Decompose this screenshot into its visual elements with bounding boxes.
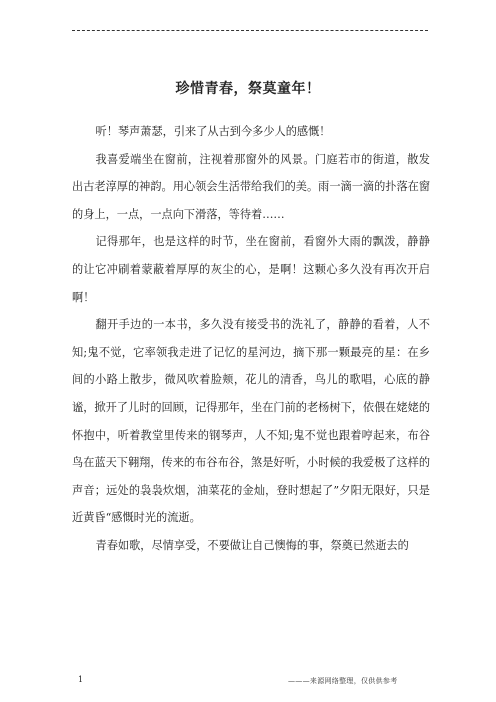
paragraph: 翻开手边的一本书，多久没有接受书的洗礼了，静静的看着，人不知;鬼不觉，它率领我走进了记忆的星河边，摘下那一颗最亮的星：在乡间的小路上散步，微风吹着脸颊，花儿的清香，鸟儿的歌唱，心底的静谧，掀开了儿时的回顾，记得那年，坐在门前的老杨树下，依偎在姥姥的怀抱中，听着教堂里传来的钢琴声，人不知;鬼不觉也跟着哼起来，布谷鸟在蓝天下翱翔，传来的布谷布谷，煞是好听，小时候的我爱极了这样的声音；远处的袅袅炊烟，油菜花的金灿，登时想起了”夕阳无限好，只是近黄昏“感慨时光的流逝。 <box>72 318 431 525</box>
paragraph: 记得那年，也是这样的时节，坐在窗前，看窗外大雨的飘泼，静静的让它冲刷着蒙蔽着厚厚的灰尘的心，是啊！这颗心多久没有再次开启啊！ <box>72 235 430 304</box>
header-divider <box>72 30 428 31</box>
paragraph: 听！琴声萧瑟，引来了从古到今多少人的感慨！ <box>95 125 331 138</box>
paragraph: 我喜爱端坐在窗前，注视着那窗外的风景。门庭若市的街道，散发出古老淳厚的神韵。用心领会生活带给我们的美。雨一滴一滴的扑落在窗的身上，一点，一点向下滑落，等待着…… <box>72 152 431 221</box>
document-title: 珍惜青春，祭莫童年！ <box>175 81 321 97</box>
paragraph: 青春如歌，尽情享受，不要做让自己懊悔的事，祭奠已然逝去的 <box>95 538 409 552</box>
document-body <box>72 118 430 560</box>
page-number: 1 <box>78 675 84 684</box>
footer-source-note: ———来源网络整理，仅供供参考 <box>288 677 398 685</box>
